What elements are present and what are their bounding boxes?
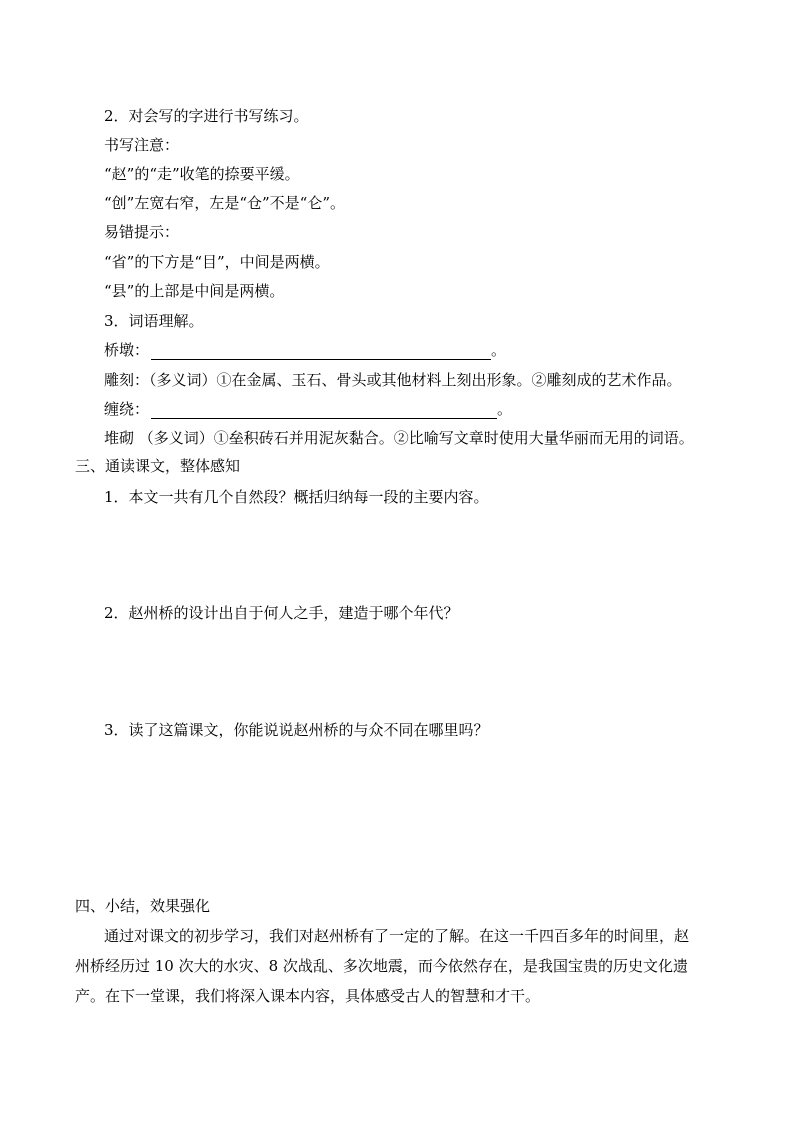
term-chanrao-label: 缠绕：	[104, 400, 150, 418]
writing-note-chuang: “创”左宽右窄，左是“仓”不是“仑”。	[104, 194, 346, 212]
error-tip-sheng: “省”的下方是“目”，中间是两横。	[104, 253, 330, 271]
summary-line-1: 通过对课文的初步学习，我们对赵州桥有了一定的了解。在这一千四百多年的时间里，赵	[104, 927, 690, 945]
question-3: 3．读了这篇课文，你能说说赵州桥的与众不同在哪里吗？	[104, 721, 489, 739]
writing-notes-title: 书写注意：	[104, 136, 180, 154]
error-tip-xian: “县”的上部是中间是两横。	[104, 282, 285, 300]
term-qiaodun	[104, 340, 506, 360]
question-1: 1．本文一共有几个自然段？概括归纳每一段的主要内容。	[104, 488, 489, 506]
term-chanrao-blank[interactable]	[151, 404, 497, 419]
question-2: 2．赵州桥的设计出自于何人之手，建造于哪个年代？	[104, 604, 459, 622]
term-diaoke: 雕刻：（多义词）①在金属、玉石、骨头或其他材料上刻出形象。②雕刻成的艺术作品。	[104, 371, 682, 389]
term-duiqi: 堆砌 （多义词）①垒积砖石并用泥灰黏合。②比喻写文章时使用大量华丽而无用的词语。	[104, 429, 694, 447]
term-chanrao	[104, 399, 512, 419]
summary-line-2: 州桥经历过 10 次大的水灾、8 次战乱、多次地震，而今依然存在，是我国宝贵的历史文化遗	[75, 957, 688, 975]
item-3-vocabulary: 3．词语理解。	[104, 312, 204, 330]
summary-line-3: 产。在下一堂课，我们将深入课本内容，具体感受古人的智慧和才干。	[75, 987, 541, 1005]
term-chanrao-period: 。	[497, 400, 513, 418]
section-4-heading: 四、小结，效果强化	[75, 897, 211, 915]
term-qiaodun-period: 。	[491, 341, 507, 359]
term-qiaodun-label: 桥墩：	[104, 341, 150, 359]
section-3-heading: 三、通读课文，整体感知	[75, 457, 241, 475]
error-tips-title: 易错提示：	[104, 223, 180, 241]
writing-note-zhao: “赵”的“走”收笔的捺要平缓。	[104, 165, 300, 183]
item-2-writing-practice: 2．对会写的字进行书写练习。	[104, 107, 309, 125]
term-qiaodun-blank[interactable]	[151, 345, 491, 360]
